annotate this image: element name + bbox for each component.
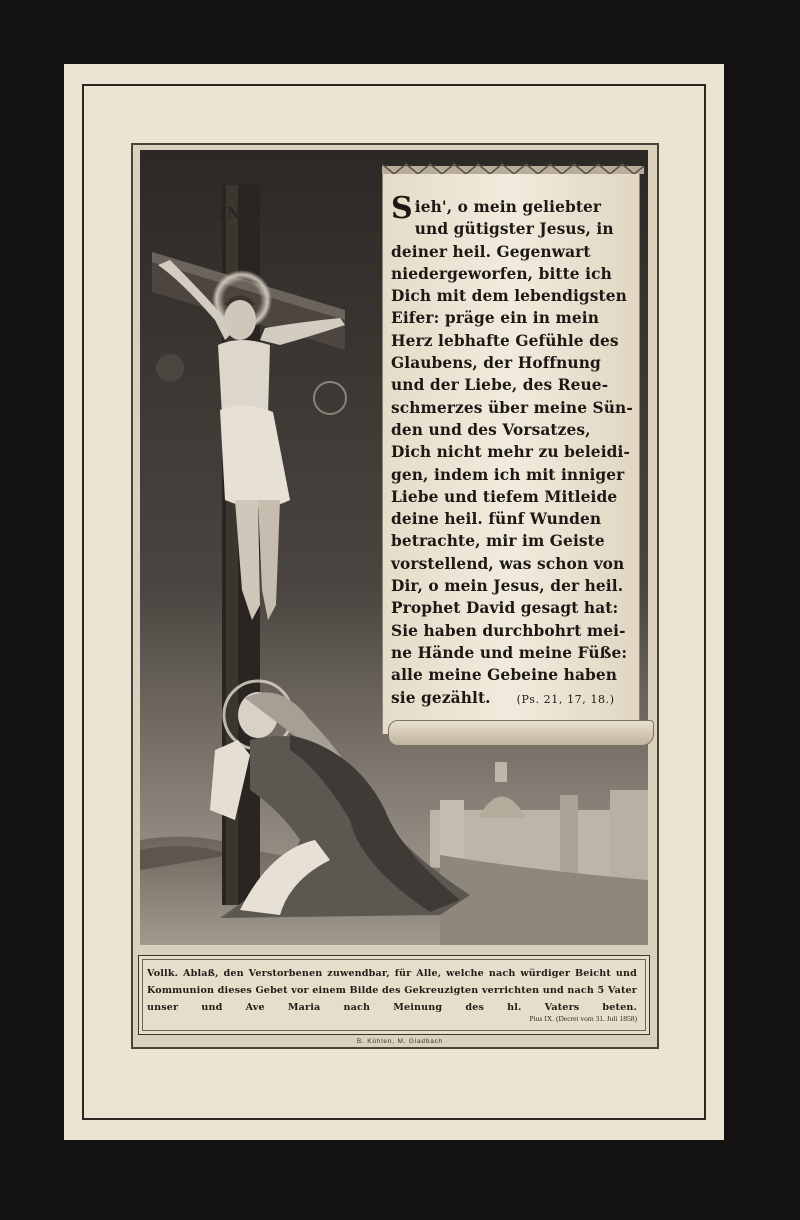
prayer-last-words: sie gezählt.	[391, 688, 491, 707]
prayer-line: Dir, o mein Jesus, der heil.	[391, 577, 624, 596]
prayer-last-line	[391, 687, 633, 711]
prayer-line: den und des Vorsatzes,	[391, 420, 591, 439]
prayer-line: vorstellend, was schon von	[391, 554, 625, 573]
prayer-line: und der Liebe, des Reue-	[391, 376, 609, 395]
prayer-line: betrachte, mir im Geiste	[391, 532, 605, 551]
prayer-line: Glaubens, der Hoffnung	[391, 354, 601, 373]
prayer-line: Dich mit dem lebendigsten	[391, 287, 627, 306]
prayer-line: Sie haben durchbohrt mei-	[391, 621, 626, 640]
prayer-line: Prophet David gesagt hat:	[391, 599, 619, 618]
prayer-line: ieh', o mein geliebter	[414, 198, 602, 216]
prayer-line: und gütigster Jesus, in	[414, 220, 614, 239]
prayer-line: niedergeworfen, bitte ich	[391, 264, 612, 283]
prayer-text	[391, 191, 633, 711]
indulgence-decree-source: Pius IX. (Decret vom 31. Juli 1858)	[529, 1014, 637, 1023]
prayer-line: Herz lebhafte Gefühle des	[391, 331, 619, 350]
prayer-line: deine heil. fünf Wunden	[391, 510, 602, 529]
inri-inscription: INRI	[218, 204, 264, 222]
prayer-line: Eifer: präge ein in mein	[391, 309, 599, 328]
indulgence-box	[138, 955, 650, 1035]
scroll-parchment	[382, 174, 640, 734]
prayer-line: schmerzes über meine Sün-	[391, 398, 633, 417]
prayer-line: gen, indem ich mit inniger	[391, 465, 625, 484]
indulgence-text: Vollk. Ablaß, den Verstorbenen zuwendbar, für Alle, welche nach würdiger Beicht und Kommunion dieses Gebet vor einem Bilde des Gekreuzigten verrichten und nach 5 Vater unser und Ave Maria nach Meinung des hl. Vaters beten.	[147, 968, 637, 1013]
prayer-line: ne Hände und meine Füße:	[391, 643, 628, 662]
prayer-dropcap: S	[391, 191, 413, 226]
publisher-imprint: B. Kühlen, M. Gladbach	[356, 1038, 444, 1045]
prayer-line: Liebe und tiefem Mitleide	[391, 487, 618, 506]
prayer-line: deiner heil. Gegenwart	[391, 242, 591, 261]
psalm-reference: (Ps. 21, 17, 18.)	[516, 692, 615, 706]
prayer-line: alle meine Gebeine haben	[391, 666, 618, 685]
prayer-line: Dich nicht mehr zu beleidi-	[391, 443, 630, 462]
prayer-scroll	[382, 160, 644, 745]
scroll-bottom-roll	[388, 720, 654, 746]
